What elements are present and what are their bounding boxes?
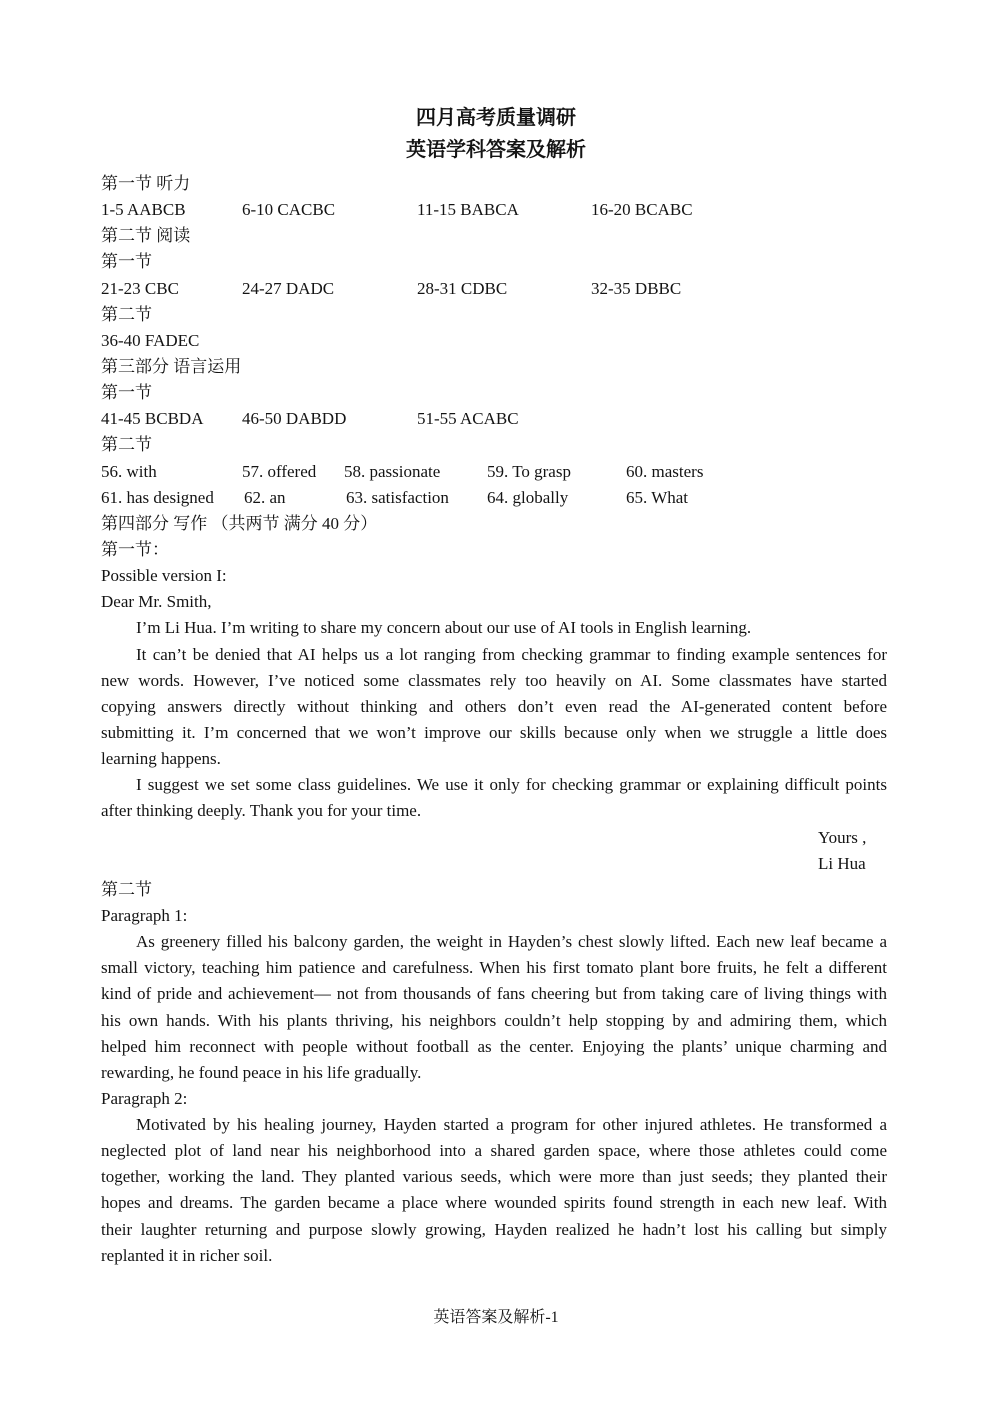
paragraph2-line: their laughter returning and purpose slowly growing, Hayden realized he hadn’t lost his calling but simply [101,1219,887,1239]
answer-group: 16-20 BCABC [591,200,693,220]
fill-in-answer: 60. masters [626,461,704,481]
fill-in-answer: 56. with [101,461,157,481]
letter-closing: Yours , [818,827,867,847]
letter-line: It can’t be denied that AI helps us a lot ranging from checking grammar to finding example sentences for [136,644,887,664]
answer-group: 41-45 BCBDA [101,409,204,429]
answer-group: 1-5 AABCB [101,200,186,220]
answer-group: 21-23 CBC [101,278,179,298]
paragraph2-line: replanted it in richer soil. [101,1245,273,1265]
fill-in-answer: 61. has designed [101,487,214,507]
letter-line: copying answers directly without thinking and others don’t even read the AI-generated content before [101,696,887,716]
paragraph2-line: neglected plot of land near his neighborhood into a shared garden space, where those athletes could come [101,1141,887,1161]
paragraph2-line: hopes and dreams. The garden became a place where wounded spirits found strength in each new leaf. With [101,1193,887,1213]
letter-line: learning happens. [101,749,221,769]
version-label: Possible version I: [101,566,227,586]
reading-section1-heading: 第一节 [101,252,152,272]
language-use-section1-heading: 第一节 [101,383,152,403]
fill-in-answer: 64. globally [487,487,569,507]
answer-group: 32-35 DBBC [591,278,682,298]
paragraph1-line: As greenery filled his balcony garden, the weight in Hayden’s chest slowly lifted. Each new leaf became a [136,932,887,952]
letter-line: new words. However, I’ve noticed some classmates rely too heavily on AI. Some classmates have started [101,670,887,690]
letter-line: I’m Li Hua. I’m writing to share my concern about our use of AI tools in English learning. [136,618,752,638]
answer-group: 51-55 ACABC [417,409,519,429]
fill-in-answer: 65. What [626,487,689,507]
answer-content [101,171,887,1269]
language-use-heading: 第三部分 语言运用 [101,356,242,376]
letter-salutation: Dear Mr. Smith, [101,592,212,612]
reading-section2-answers-row [101,328,887,354]
paragraph1-line: small victory, teaching him patience and carefulness. When his first tomato plant bore fruits, he felt a different [101,958,887,978]
writing-section1-heading: 第一节： [101,539,169,559]
listening-answers-row [101,197,887,223]
fill-in-answers-row [101,459,887,485]
fill-in-answer: 58. passionate [344,461,441,481]
writing-heading: 第四部分 写作 （共两节 满分 40 分） [101,513,378,533]
paragraph1-line: rewarding, he found peace in his life gradually. [101,1062,422,1082]
reading-section2-heading: 第二节 [101,304,152,324]
answer-group: 46-50 DABDD [242,409,347,429]
writing-section2-heading: 第二节 [101,879,152,899]
letter-line: I suggest we set some class guidelines. We use it only for checking grammar or explaining difficult points [136,775,887,795]
fill-in-answer: 62. an [244,487,286,507]
letter-line: after thinking deeply. Thank you for your time. [101,801,422,821]
fill-in-answer: 59. To grasp [487,461,571,481]
language-use-section1-answers-row [101,406,887,432]
document-title: 四月高考质量调研 [416,107,576,129]
reading-heading: 第二节 阅读 [101,226,191,246]
letter-signature: Li Hua [818,853,866,873]
paragraph1-label: Paragraph 1: [101,905,188,925]
answer-group: 11-15 BABCA [417,200,519,220]
language-use-section2-heading: 第二节 [101,435,152,455]
paragraph2-line: together, working the land. They planted various seeds, which were more than just seeds; they planted their [101,1167,887,1187]
fill-in-answers-row [101,485,887,511]
answer-group: 24-27 DADC [242,278,335,298]
document-subtitle: 英语学科答案及解析 [406,139,586,161]
paragraph2-label: Paragraph 2: [101,1088,188,1108]
page-footer: 英语答案及解析-1 [433,1309,559,1326]
paragraph1-line: kind of pride and achievement— not from thousands of fans cheering but from taking care of living things with [101,984,887,1004]
paragraph1-line: helped him reconnect with people without football as the center. Enjoying the plants’ unique charming and [101,1036,887,1056]
answer-group: 28-31 CDBC [417,278,508,298]
listening-heading: 第一节 听力 [101,174,191,193]
fill-in-answer: 63. satisfaction [346,487,449,507]
reading-section1-answers-row [101,276,887,302]
answer-group: 6-10 CACBC [242,200,336,220]
answer-group: 36-40 FADEC [101,330,200,350]
letter-line: submitting it. I’m concerned that we won’t improve our skills because only when we struggle a little does [101,722,887,742]
paragraph2-line: Motivated by his healing journey, Hayden started a program for other injured athletes. He transformed a [136,1115,887,1135]
fill-in-answer: 57. offered [242,461,317,481]
paragraph1-line: his own hands. With his plants thriving, his neighbors couldn’t help stopping by and admiring them, which [101,1010,887,1030]
